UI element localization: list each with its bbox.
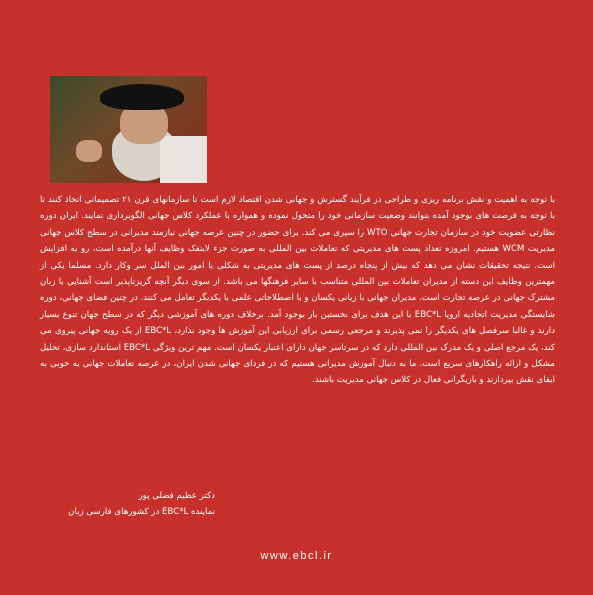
signature [68, 488, 215, 520]
signature-name: دکتر عظیم فضلی پور [138, 491, 215, 501]
website-url: www.ebcl.ir [260, 550, 333, 562]
author-photo [50, 76, 207, 183]
signature-title: نماینده EBC*L در کشورهای فارسی زبان [68, 507, 215, 517]
body-text [40, 192, 555, 389]
photo-beret [100, 84, 184, 110]
photo-hand [76, 140, 102, 162]
body-paragraph: با توجه به اهمیت و نقش برنامه ریزی و طراحی در فرآیند گسترش و جهانی شدن اقتصاد لازم است تا سازمانهای قرن ۲۱ تصمیماتی اتخاذ کنند تا با توجه به فرصت های بوجود آمده بتوانند وضعیت سازمانی خود را متحول نموده و همواره با عملکرد کلاس جهانی الگوبرداری نمایند. ایران دوره نظارتی عضویت خود در سازمان تجارت جهانی WTO را سپری می کند. برای حضور در چنین عرصه جهانی نیازمند مدیرانی در سطح کلاس جهانی مدیریت WCM هستیم. امروزه تعداد پست های مدیریتی که تعاملات بین المللی به صورت جزء لاینفک وظایف آنها درآمده است، رو به افزایش است. نتیجه تحقیقات نشان می دهد که بیش از پنجاه درصد از پست های مدیریتی به شکلی با امور بین الملل سر وکار دارد. مسلما یکی از مهمترین وظایف این دسته از مدیران تعاملات بین المللی متناسب با سایر فرهنگها می باشد. از سوی دیگر آنچه گریزناپذیر است آشنایی با زبان مشترک جهانی در عرصه تجارت است. مدیران جهانی با زبانی یکسان و با اصطلاحاتی علمی با یکدیگر تعامل می کنند. در چنین فضای جهانی، دوره شایستگی مدیریت اتحادیه اروپا EBC*L با این هدف برای نخستین بار بوجود آمد. برخلاف دوره های آموزشی دیگر که در سطح جهان تنوع بسیار دارند و غالبا سرفصل های یکدیگر را نمی پذیرند و مرجعی رسمی برای ارزیابی این آموزش ها وجود ندارد، EBC*L از یک رویه جهانی پیروی می کند، یک مرجع اصلی و یک مدرک بین المللی دارد که در سرتاسر جهان دارای اعتبار یکسان است. مهم ترین ویژگی EBC*L استاندارد سازی، تحلیل مشکل و ارائه راهکارهای سریع است. ما به دنبال آموزش مدیرانی هستیم که در فردای جهانی شدن ایران، در عرصه تعاملات جهانی به خوبی به ایفای نقش بپردازند و بازیگرانی فعال در کلاس جهانی مدیریت باشند. [40, 195, 556, 386]
photo-shirt [160, 136, 207, 183]
